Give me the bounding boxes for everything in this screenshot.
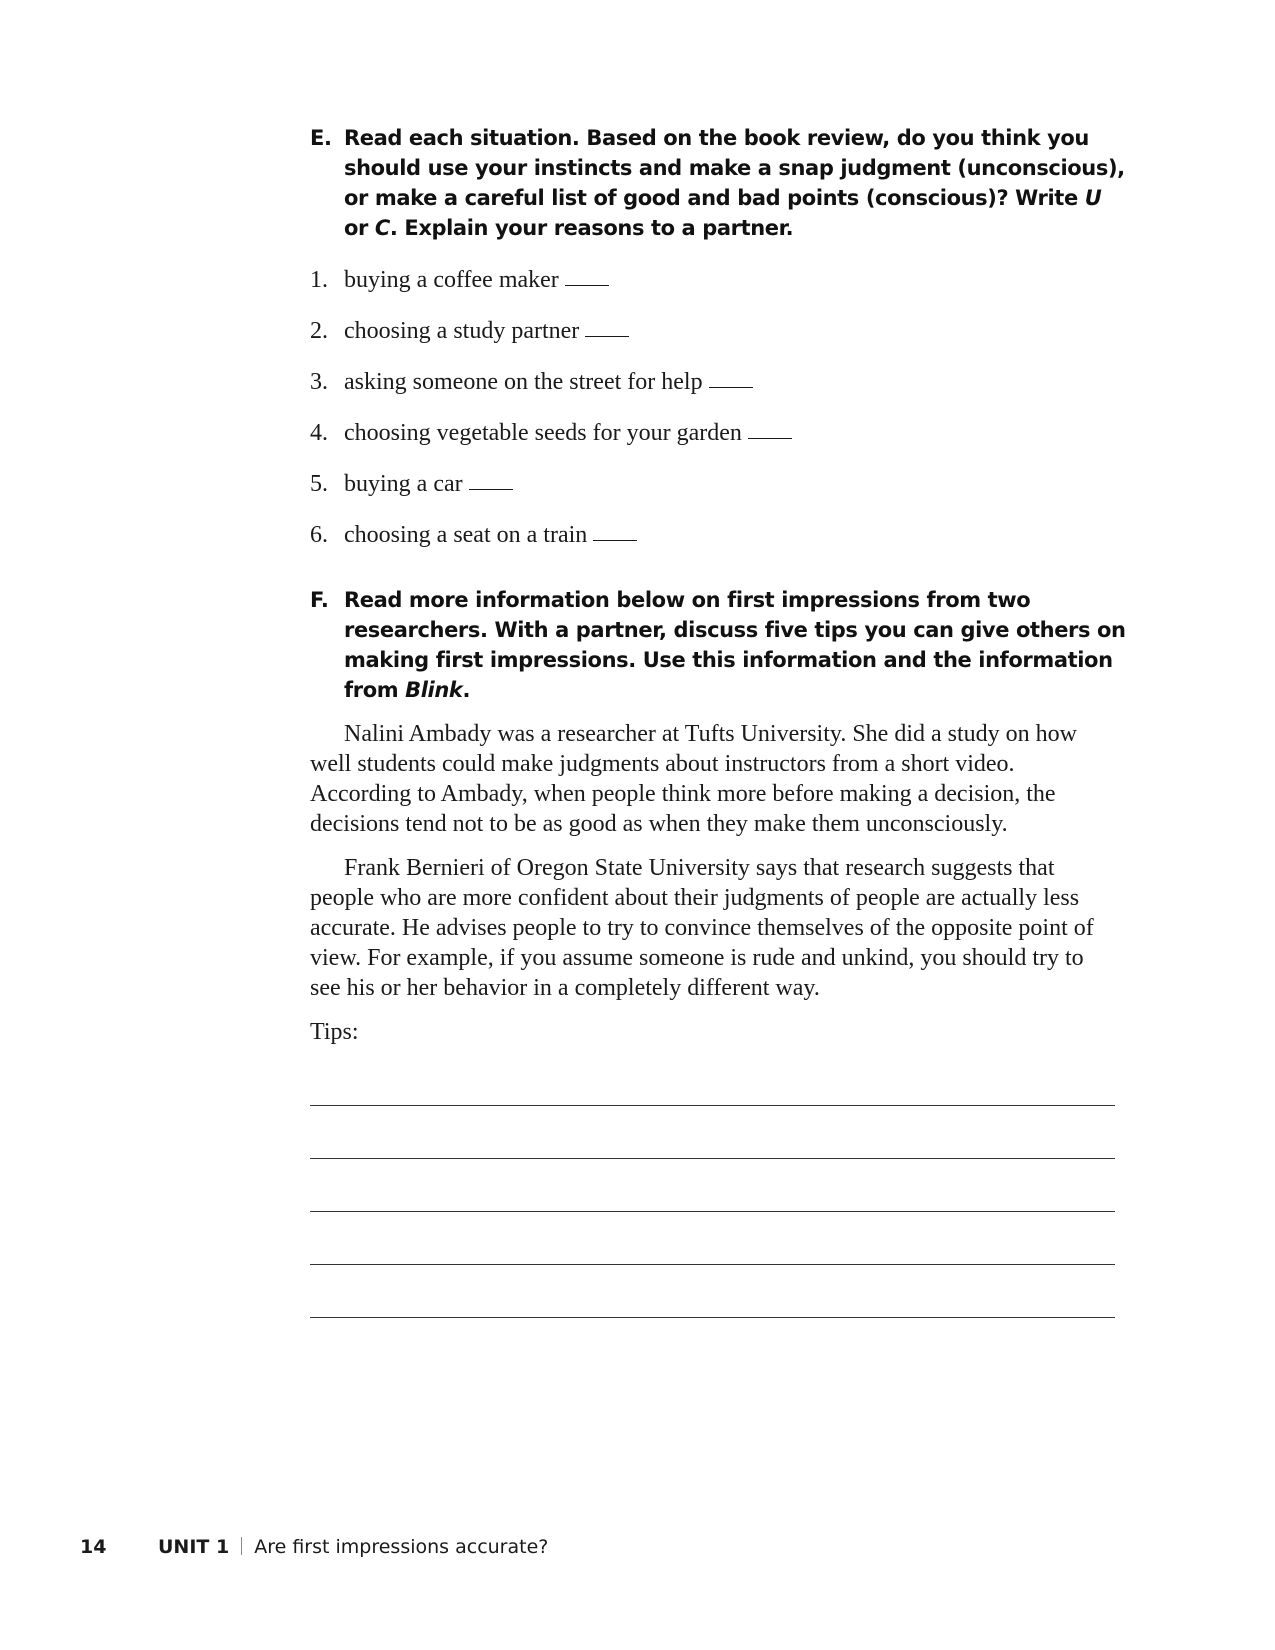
exercise-e-option-c: C bbox=[374, 216, 390, 240]
situation-item bbox=[310, 265, 1130, 316]
answer-blank[interactable] bbox=[593, 539, 637, 541]
tip-write-line[interactable] bbox=[310, 1106, 1115, 1159]
item-number: 6. bbox=[310, 522, 328, 548]
item-text: choosing a seat on a train bbox=[344, 522, 588, 548]
exercise-f bbox=[310, 585, 1130, 1318]
exercise-e-instructions bbox=[310, 123, 1130, 243]
item-text: choosing a study partner bbox=[344, 318, 580, 344]
footer-divider bbox=[241, 1537, 242, 1555]
item-number: 5. bbox=[310, 471, 328, 497]
answer-blank[interactable] bbox=[585, 335, 629, 337]
situation-item bbox=[310, 367, 1130, 418]
answer-blank[interactable] bbox=[469, 488, 513, 490]
answer-blank[interactable] bbox=[748, 437, 792, 439]
item-number: 2. bbox=[310, 318, 328, 344]
item-text: asking someone on the street for help bbox=[344, 369, 703, 395]
exercise-f-instruction-end: . bbox=[462, 678, 471, 702]
page-footer bbox=[80, 1535, 548, 1559]
exercise-f-letter: F. bbox=[310, 588, 329, 612]
exercise-f-instructions bbox=[310, 585, 1130, 705]
item-text: buying a coffee maker bbox=[344, 267, 559, 293]
exercise-e-instruction-end: . Explain your reasons to a partner. bbox=[389, 216, 794, 240]
paragraph-ambady: Nalini Ambady was a researcher at Tufts University. She did a study on how well students could make judgments about instructors from a short video. According to Ambady, when people think more before making a decision, the decisions tend not to be as good as when they make them unconsciously. bbox=[310, 721, 1077, 837]
exercise-e-instruction-or: or bbox=[344, 216, 375, 240]
tip-write-line[interactable] bbox=[310, 1053, 1115, 1106]
exercise-f-instruction-text: Read more information below on first impressions from two researchers. With a partner, discuss five tips you can give others on making first impressions. Use this information and the information from bbox=[344, 588, 1126, 702]
item-number: 4. bbox=[310, 420, 328, 446]
exercise-e-instruction-text: Read each situation. Based on the book review, do you think you should use your instincts and make a snap judgment (unconscious), or make a careful list of good and bad points (conscious)? Write bbox=[344, 126, 1125, 210]
unit-label: UNIT 1 bbox=[158, 1536, 230, 1558]
page-number: 14 bbox=[80, 1536, 107, 1558]
tip-write-line[interactable] bbox=[310, 1265, 1115, 1318]
book-title-blink: Blink bbox=[405, 678, 463, 702]
situation-item bbox=[310, 469, 1130, 520]
tip-write-line[interactable] bbox=[310, 1159, 1115, 1212]
answer-blank[interactable] bbox=[565, 284, 609, 286]
item-text: buying a car bbox=[344, 471, 463, 497]
paragraph-bernieri: Frank Bernieri of Oregon State University says that research suggests that people who are more confident about their judgments of people are actually less accurate. He advises people to try to convince themselves of the opposite point of view. For example, if you assume someone is rude and unkind, you should try to see his or her behavior in a completely different way. bbox=[310, 855, 1094, 1001]
exercise-e-option-u: U bbox=[1084, 186, 1102, 210]
exercise-e bbox=[310, 123, 1130, 571]
exercise-e-letter: E. bbox=[310, 126, 332, 150]
item-number: 1. bbox=[310, 267, 328, 293]
situation-item bbox=[310, 418, 1130, 469]
tips-label: Tips: bbox=[310, 1019, 359, 1045]
item-number: 3. bbox=[310, 369, 328, 395]
tip-write-line[interactable] bbox=[310, 1212, 1115, 1265]
unit-title: Are first impressions accurate? bbox=[254, 1536, 549, 1558]
situation-list bbox=[310, 265, 1130, 571]
tips-lines bbox=[310, 1053, 1130, 1318]
answer-blank[interactable] bbox=[709, 386, 753, 388]
situation-item bbox=[310, 520, 1130, 571]
item-text: choosing vegetable seeds for your garden bbox=[344, 420, 742, 446]
situation-item bbox=[310, 316, 1130, 367]
